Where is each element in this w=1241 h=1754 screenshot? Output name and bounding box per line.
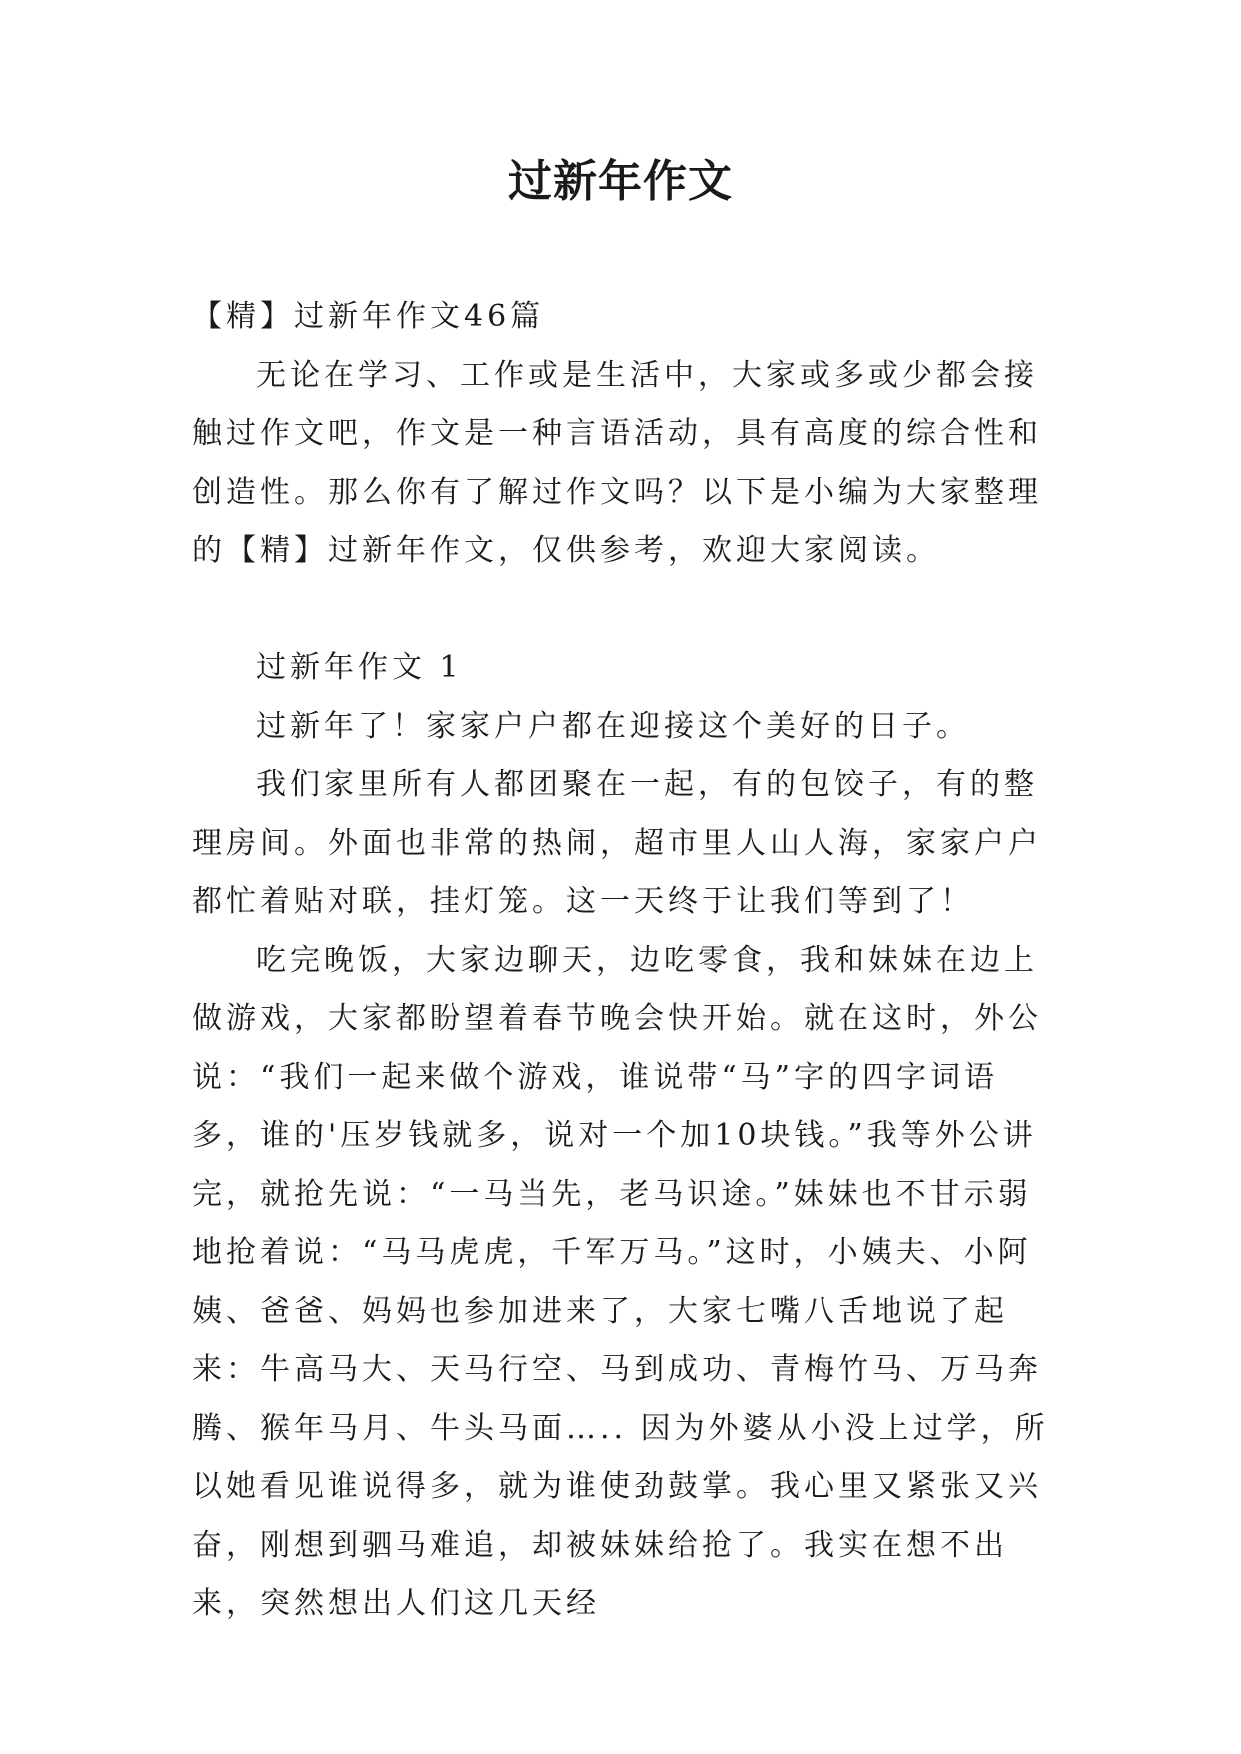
body-paragraph: 吃完晚饭，大家边聊天，边吃零食，我和妹妹在边上做游戏，大家都盼望着春节晚会快开始。就在这时，外公说：“我们一起来做个游戏，谁说带“马”字的四字词语多，谁的'压岁钱就多，说对一个加10块钱。”我等外公讲完，就抢先说：“一马当先，老马识途。”妹妹也不甘示弱地抢着说：“马马虎虎，千军万马。”这时，小姨夫、小阿姨、爸爸、妈妈也参加进来了，大家七嘴八舌地说了起来：牛高马大、天马行空、马到成功、青梅竹马、万马奔腾、猴年马月、牛头马面….. 因为外婆从小没上过学，所以她看见谁说得多，就为谁使劲鼓掌。我心里又紧张又兴奋，刚想到驷马难追，却被妹妹给抢了。我实在想不出来，突然想出人们这几天经: [192, 942, 1049, 1621]
section-spacer: [192, 581, 1062, 640]
body-paragraph: 过新年了！家家户户都在迎接这个美好的日子。: [256, 708, 970, 744]
body-paragraph: 我们家里所有人都团聚在一起，有的包饺子，有的整理房间。外面也非常的热闹，超市里人山人海，家家户户都忙着贴对联，挂灯笼。这一天终于让我们等到了！: [192, 767, 1042, 919]
document-subtitle: 【精】过新年作文46篇: [192, 299, 545, 334]
document-body: [192, 288, 1062, 1634]
intro-paragraph: 无论在学习、工作或是生活中，大家或多或少都会接触过作文吧，作文是一种言语活动，具有高度的综合性和创造性。那么你有了解过作文吗？以下是小编为大家整理的【精】过新年作文，仅供参考，欢迎大家阅读。: [192, 357, 1042, 568]
document-title: 过新年作文: [508, 156, 733, 207]
section-heading: 过新年作文 1: [256, 650, 463, 685]
